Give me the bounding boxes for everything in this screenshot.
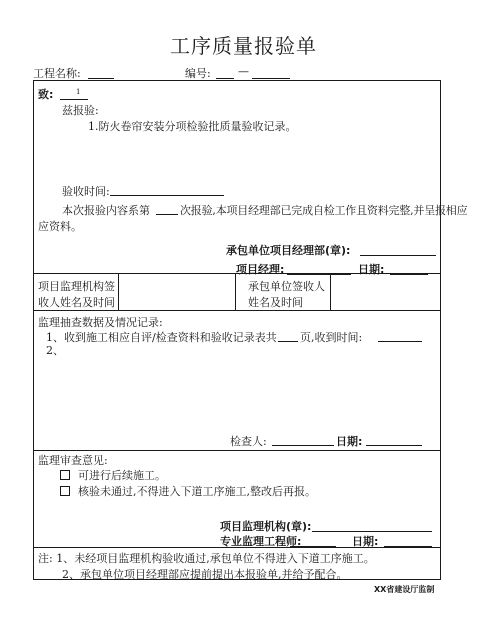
item-1: 1.防火卷帘安装分项检验批质量验收记录。 bbox=[88, 120, 297, 133]
engineer-line bbox=[290, 546, 336, 547]
sign-right-line1: 承包单位签收人 bbox=[248, 280, 325, 293]
page-title: 工序质量报验单 bbox=[170, 34, 317, 58]
engineer-date-line bbox=[384, 546, 432, 547]
pages-line bbox=[278, 341, 298, 342]
vrule-1 bbox=[118, 273, 119, 310]
option-1-checkbox[interactable] bbox=[60, 470, 70, 480]
option-2-checkbox[interactable] bbox=[60, 486, 70, 496]
acceptance-time-line bbox=[110, 195, 224, 196]
para-2: 应资料。 bbox=[38, 220, 82, 233]
engineer-date-label: 日期: bbox=[352, 535, 379, 548]
vrule-3 bbox=[330, 273, 331, 310]
project-name-line bbox=[88, 78, 114, 79]
report-count-line bbox=[156, 214, 178, 215]
note-1: 注: 1、未经项目监理机构验收通过,承包单位不得进入下道工序施工。 bbox=[38, 552, 375, 565]
sign-left-line1: 项目监理机构签 bbox=[38, 280, 115, 293]
inspection-line1a: 1、收到施工相应自评/检查资料和验收记录表共 bbox=[46, 331, 277, 344]
inspector-date-label: 日期: bbox=[336, 435, 363, 448]
option-1-label: 可进行后续施工。 bbox=[78, 469, 166, 482]
inspector-date-line bbox=[366, 445, 422, 446]
number-label: 编号: bbox=[185, 67, 211, 80]
pm-label: 项目经理: bbox=[236, 263, 285, 276]
review-heading: 监理审查意见: bbox=[38, 454, 108, 467]
to-label: 致: bbox=[38, 88, 54, 101]
number-line-b bbox=[252, 78, 290, 79]
acceptance-time-label: 验收时间: bbox=[62, 185, 110, 198]
option-2-label: 核验未通过,不得进入下道工序施工,整改后再报。 bbox=[78, 485, 316, 498]
greeting: 兹报验: bbox=[62, 104, 99, 117]
sign-right-line2: 姓名及时间 bbox=[248, 296, 303, 309]
note-2: 2、承包单位项目经理部应提前提出本报验单,并给予配合。 bbox=[62, 568, 348, 581]
review-option-1 bbox=[60, 467, 166, 483]
rule-review-top bbox=[33, 450, 441, 451]
inspection-heading: 监理抽查数据及情况记录: bbox=[38, 316, 163, 329]
sign-left-line2: 收人姓名及时间 bbox=[38, 296, 115, 309]
supervision-org-label: 项目监理机构(章): bbox=[220, 520, 312, 533]
to-line bbox=[60, 99, 88, 100]
para-1a: 本次报验内容系第 bbox=[62, 204, 150, 217]
received-time-line bbox=[378, 341, 422, 342]
pm-date-label: 日期: bbox=[358, 263, 385, 276]
para-1b: 次报验,本项目经理部已完成自检工作且资料完整,并呈报相应 bbox=[180, 204, 468, 217]
inspector-line bbox=[272, 445, 334, 446]
vrule-2 bbox=[235, 273, 236, 310]
project-name-label: 工程名称: bbox=[33, 67, 81, 80]
to-mark: 1 bbox=[76, 88, 81, 96]
supervision-org-line bbox=[312, 531, 432, 532]
footer-issuer: XX省建设厅监制 bbox=[374, 585, 435, 594]
review-option-2 bbox=[60, 483, 316, 499]
number-line-a bbox=[216, 78, 234, 79]
number-separator: — bbox=[238, 65, 249, 78]
rule-sign-bottom bbox=[33, 310, 441, 311]
contractor-dept-line bbox=[360, 255, 436, 256]
pm-date-line bbox=[390, 274, 428, 275]
contractor-dept-label: 承包单位项目经理部(章): bbox=[226, 244, 351, 257]
pm-line bbox=[287, 274, 351, 275]
engineer-label: 专业监理工程师: bbox=[220, 535, 302, 548]
inspection-line2: 2、 bbox=[46, 344, 64, 357]
inspection-line1b: 页,收到时间: bbox=[300, 331, 363, 344]
inspector-label: 检查人: bbox=[230, 435, 267, 448]
